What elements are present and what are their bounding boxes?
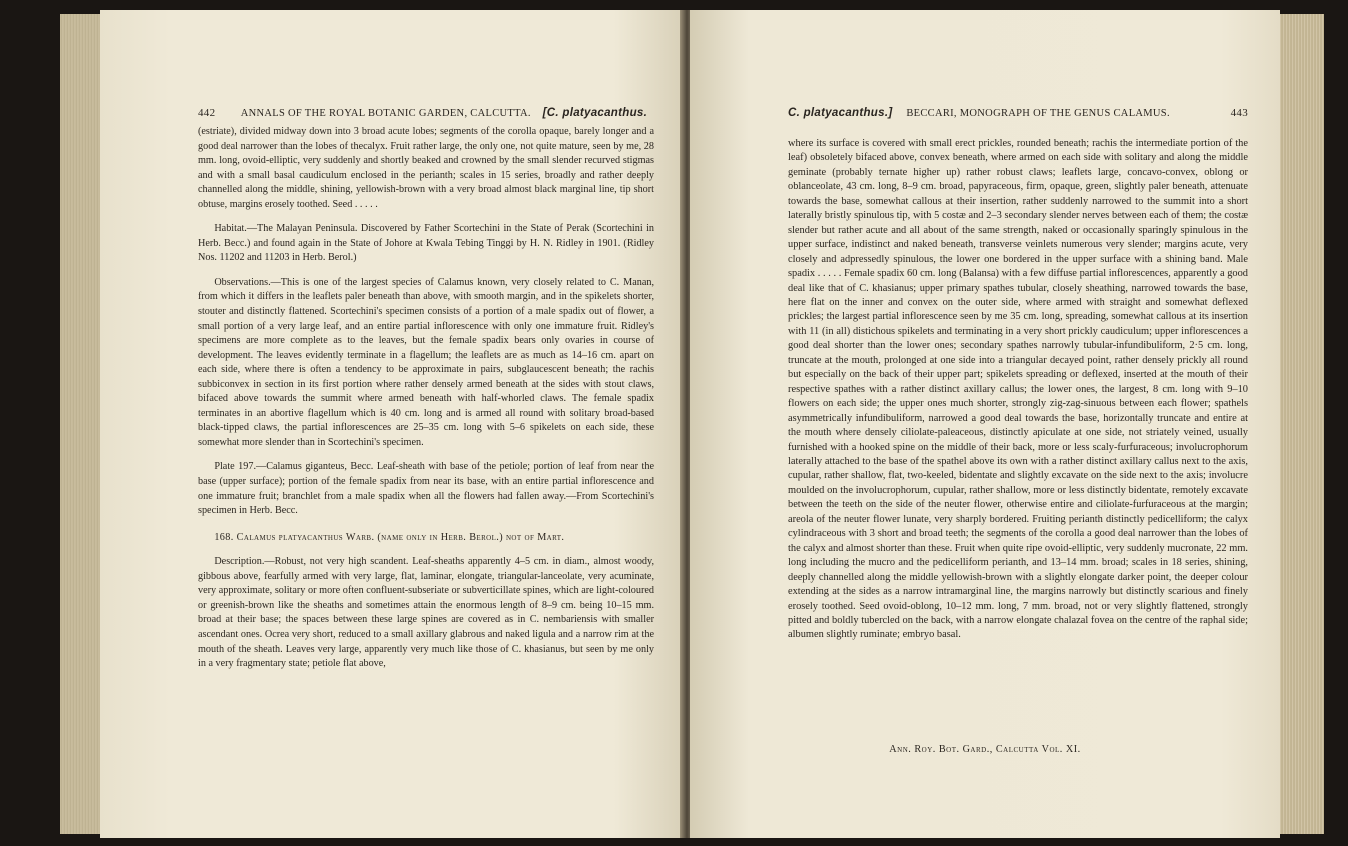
left-running-head: ANNALS OF THE ROYAL BOTANIC GARDEN, CALCUTTA. <box>240 108 531 119</box>
left-header <box>198 107 650 119</box>
page-footer: Ann. Roy. Bot. Gard., Calcutta Vol. XI. <box>889 744 1081 755</box>
species-heading: 168. Calamus platyacanthus Warb. (name only in Herb. Berol.) not of Mart. <box>214 531 565 543</box>
paragraph-description-cont: where its surface is covered with small erect prickles, rounded beneath; rachis the intermediate portion of the leaf) obsoletely bifaced above, convex beneath, where armed on each side with solitary and along the middle geminate (probably ternate higher up) rather robust claws; leaflets large, concavo-convex, oblong or oblanceolate, 43 cm. long, 8–9 cm. broad, papyraceous, firm, opaque, green, slightly paler beneath, attenuate towards the base, somewhat callous at their insertion, rather suddenly narrowed to the summit into a short laterally bristly spinulous tip, with 5 costæ and 2–3 secondary slender nerves between each of them; the costæ slender but rather acute and all about of the same strength, naked or occasionally sparingly spinulous in the upper surface, indistinct and naked beneath, transverse veinlets numerous very slender; margins acute, very closely and adpressedly spinulous, the lower one bordered in the upper surface with a shining band. Male spadix . . . . . Female spadix 60 cm. long (Balansa) with a few diffuse partial inflorescences, apparently a good deal like that of C. khasianus; upper primary spathes tubular, closely sheathing, narrowed towards the base, here flat on the inner and convex on the outer side, where armed with straight and somewhat deflexed prickles; the largest partial inflorescence seen by me 35 cm. long, spreading, somewhat callous at its insertion with 11 (in all) distichous spikelets and terminating in a very short prickly caudiculum; upper inflorescences a good deal shorter than the lower ones; secondary spathes narrowly tubular-infundibuliform, 2·5 cm. long, truncate at the mouth, prolonged at one side into a triangular decayed point, rather densely prickly all round but especially on the back of their upper part; spikelets spreading or deflexed, inserted at the mouth of their respective spathes with a rather distinct axillary callus; the lower ones, the largest, 8 cm. long with 9–10 flowers on each side; the upper ones much shorter, strongly zig-zag-sinuous between each flower; spathels asymmetrically infundibuliform, narrowed a good deal towards the base, horizontally truncate and entire at the mouth where densely ciliolate-paleaceous, distinctly apiculate at one side, not striately veined, usually furnished with a hooked spine on the middle of their back, more or less scaly-furfuraceous; involucrophorum laterally attached to the base of the spathel above its own with a rather distinct axillary callus next to the axis, cupular, rather shallow, flat, two-keeled, bidentate and slightly excavate on the side next to the axis; involucre moulded on the involucrophorum, cupular, rather shallow, more or less distinctly bidentate, remotely excavate between the teeth on the side of the neuter flower, otherwise entire and ciliolate-furfuraceous at the margin; areola of the neuter flower lunate, very sharply bordered. Fruiting perianth distinctly pedicelliform; the calyx cylindraceous with 3 short and broad teeth; the segments of the corolla a good deal narrower than the lobes of the calyx and almost shorter than these. Fruit when quite ripe ovoid-elliptic, very suddenly mucronate, 22 mm. long including the mucro and the pedicelliform perianth, and 13–14 mm. broad; scales in 18 series, shining, deeply channelled along the middle yellowish-brown with a slightly elongate darker point, the deeper colour extending at the sides as a narrow intramarginal line, the margins narrowly but distinctly scarious and finely erosely toothed. Seed ovoid-oblong, 10–12 mm. long, 7 mm. broad, not or very slightly flattened, strongly pitted and boldly tubercled on the back, with a narrow elongate chalazal fovea on the centre of the raphal side; albumen slightly ruminate; embryo basal. <box>788 138 1248 641</box>
right-page <box>690 10 1280 838</box>
right-page-number: 443 <box>1230 107 1248 119</box>
page-edges-right <box>1280 14 1324 834</box>
right-header <box>788 107 1248 119</box>
left-text-column <box>198 125 654 672</box>
paragraph-observations: Observations.—This is one of the largest species of Calamus known, very closely related to C. Manan, from which it differs in the leaflets paler beneath than above, with smooth margin, and in the spikelets shorter, stouter and distinctly flattened. Scortechini's specimen consists of a portion of a male spadix out of flower, a small portion of a very large leaf, and an entire partial inflorescence with only one immature fruit. Ridley's specimens are more complete as to the leaves, but the female spadix bears only ovaries in course of development. The leaves evidently terminate in a flagellum; the leaflets are as much as 14–16 cm. apart on each side, where there is often a tendency to be approximate in pairs, subglaucescent beneath; the rachis subbiconvex in section in its first portion where rather densely armed beneath at the sides with stout claws, bifaced above towards the summit where armed beneath with half-whorled claws. The female spadix terminates in an abortive flagellum which is 40 cm. long and is armed all round with solitary broad-based black-tipped claws, the partial inflorescences are 25–35 cm. long with 5–6 spikelets on each side, these somewhat more slender than in Scortechini's specimen. <box>198 276 654 448</box>
right-text-column <box>788 137 1248 643</box>
paragraph-fruit: (estriate), divided midway down into 3 broad acute lobes; segments of the corolla opaque, barely longer and a good deal narrower than the lobes of thecalyx. Fruit rather large, the only one, not quite mature, seen by me, 28 mm. long, ovoid-elliptic, very suddenly and shortly beaked and crowned by the small slender recurved stigmas and with a small basal caudiculum enclosed in the perianth; scales in 15 series, broadly and rather deeply channelled along the middle, shining, yellowish-brown with a very broad almost black marginal line, tip short obtuse, margins erosely toothed. Seed . . . . . <box>198 126 654 210</box>
left-page-number: 442 <box>198 107 216 119</box>
right-running-title: C. platyacanthus.] <box>788 107 893 119</box>
page-edges-left <box>60 14 102 834</box>
paragraph-habitat: Habitat.—The Malayan Peninsula. Discovered by Father Scortechini in the State of Perak (Scortechini in Herb. Becc.) and found again in the State of Johore at Kwala Tebing Tinggi by H. N. Ridley in 1901. (Ridley Nos. 11202 and 11203 in Herb. Berol.) <box>198 223 654 264</box>
left-running-title: [C. platyacanthus. <box>542 107 648 119</box>
paragraph-plate: Plate 197.—Calamus giganteus, Becc. Leaf-sheath with base of the petiole; portion of leaf from near the base (upper surface); portion of the female spadix from near its base, with an entire partial inflorescence and one immature fruit; branchlet from a male spadix when all the flowers had fallen away.—From Scortechini's specimen in Herb. Becc. <box>198 461 654 517</box>
paragraph-description: Description.—Robust, not very high scandent. Leaf-sheaths apparently 4–5 cm. in diam., almost woody, gibbous above, fearfully armed with very large, flat, laminar, elongate, triangular-lanceolate, very acuminate, very approximate, solitary or more often confluent-subseriate or subverticillate spines, which are light-coloured or greenish-brown like the sheaths and sometimes attain the enormous length of 8–9 cm. being 10–15 mm. broad at their base; the spaces between these large spines are covered as in C. nembariensis with smaller ascendant ones. Ocrea very short, reduced to a small axillary glabrous and naked ligula and a narrow rim at the mouth of the sheath. Leaves very large, apparently very much like those of C. khasianus, but seen by me only in a very fragmentary state; petiole flat above, <box>198 556 654 670</box>
right-running-head: BECCARI, MONOGRAPH OF THE GENUS CALAMUS. <box>906 108 1170 119</box>
left-page <box>100 10 684 838</box>
